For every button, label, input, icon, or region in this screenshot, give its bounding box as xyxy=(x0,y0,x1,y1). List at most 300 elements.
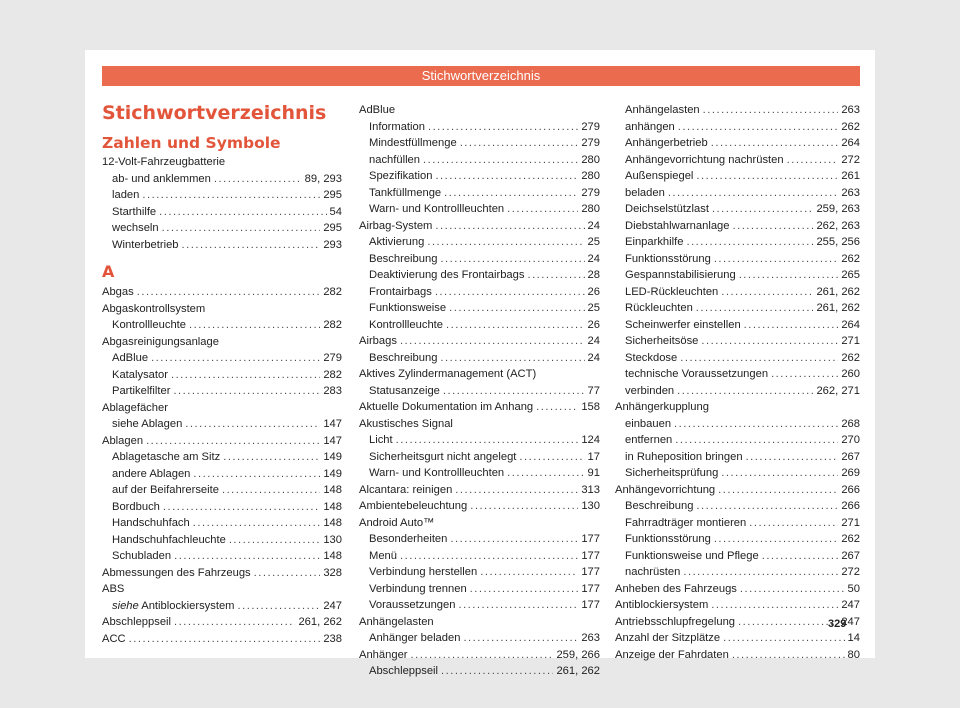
index-entry-page: 148 xyxy=(323,484,342,496)
index-entry-page: 24 xyxy=(587,219,600,232)
index-entry-term: einbauen xyxy=(625,417,672,430)
index-entry-term: Antriebsschlupfregelung xyxy=(615,615,736,628)
index-entry xyxy=(615,614,860,631)
index-entry xyxy=(615,548,860,565)
index-entry-page: 313 xyxy=(581,483,600,496)
index-entry-term: Beschreibung xyxy=(625,500,694,512)
index-entry-term: Frontairbags xyxy=(369,285,432,298)
index-entry-page: 282 xyxy=(323,286,342,298)
index-entry-term: Mindestfüllmenge xyxy=(369,137,457,149)
dot-leader xyxy=(507,201,578,218)
index-entry xyxy=(615,630,860,647)
index-entry-term: Besonderheiten xyxy=(369,533,448,545)
index-entry xyxy=(359,135,600,152)
dot-leader xyxy=(428,119,578,136)
index-entry-page: 272 xyxy=(841,153,860,166)
index-entry-term: Abmessungen des Fahrzeugs xyxy=(102,566,251,579)
dot-leader xyxy=(435,218,584,235)
index-entry xyxy=(615,168,860,185)
dot-leader xyxy=(174,548,320,565)
index-entry-term: Licht xyxy=(369,434,393,446)
index-entry xyxy=(359,317,600,334)
index-entry-page: 272 xyxy=(841,566,860,578)
index-entry-page: 279 xyxy=(581,120,600,133)
index-entry xyxy=(102,548,342,565)
index-term-heading: ABS xyxy=(102,583,125,595)
index-entry-page: 271 xyxy=(841,335,860,347)
index-entry-term: Partikelfilter xyxy=(112,385,171,397)
dot-leader xyxy=(163,499,320,516)
index-entry-term: Beschreibung xyxy=(369,351,438,364)
index-entry xyxy=(615,284,860,301)
index-entry xyxy=(359,300,600,317)
index-entry-page: 89, 293 xyxy=(304,172,342,185)
index-entry-page: 263 xyxy=(841,104,860,116)
index-entry-term: anhängen xyxy=(625,120,675,133)
index-entry-term: Gespannstabilisierung xyxy=(625,269,736,281)
dot-leader xyxy=(193,466,320,483)
index-entry-page: 266 xyxy=(841,500,860,512)
index-entry xyxy=(102,171,342,188)
dot-leader xyxy=(185,416,320,433)
manual-page xyxy=(85,50,875,677)
index-entry-term: Steckdose xyxy=(625,351,678,364)
see-reference-prefix: siehe xyxy=(112,599,139,612)
index-entry-page: 147 xyxy=(323,434,342,447)
index-entry xyxy=(359,152,600,169)
index-entry-page: 262 xyxy=(841,533,860,545)
index-entry-page: 24 xyxy=(587,335,600,347)
dot-leader xyxy=(527,267,584,284)
index-entry-page: 262 xyxy=(841,120,860,133)
index-entry-term: Anzahl der Sitzplätze xyxy=(615,632,721,644)
index-entry xyxy=(359,432,600,449)
index-entry xyxy=(102,598,342,615)
dot-leader xyxy=(446,317,585,334)
dot-leader xyxy=(223,449,320,466)
index-entry-page: 262, 263 xyxy=(816,219,860,232)
index-entry-term: Sicherheitsprüfung xyxy=(625,467,719,479)
dot-leader xyxy=(444,185,578,202)
index-column-2 xyxy=(359,102,600,680)
index-entry xyxy=(615,251,860,268)
index-entry xyxy=(102,499,342,516)
dot-leader xyxy=(714,251,839,268)
index-term-heading: AdBlue xyxy=(359,104,396,116)
dot-leader xyxy=(696,498,838,515)
index-entry xyxy=(615,119,860,136)
index-entry xyxy=(615,234,860,251)
index-entry-term: Kontrollleuchte xyxy=(112,319,187,331)
dot-leader xyxy=(214,171,302,188)
see-reference-target: Antiblockiersystem xyxy=(138,599,235,612)
index-term-heading: Aktives Zylindermanagement (ACT) xyxy=(359,368,537,380)
index-entry-term: siehe Ablagen xyxy=(112,418,183,430)
dot-leader xyxy=(460,135,579,152)
index-entry-page: 148 xyxy=(323,550,342,562)
index-term-heading: Abgasreinigungsanlage xyxy=(102,335,219,348)
index-entry-term: Sicherheitsöse xyxy=(625,335,699,347)
index-entry xyxy=(615,564,860,581)
index-entry xyxy=(615,515,860,532)
dot-leader xyxy=(507,465,584,482)
dot-leader xyxy=(173,383,320,400)
index-entry-term: Anhänger beladen xyxy=(369,632,461,644)
index-entry xyxy=(359,267,600,284)
dot-leader xyxy=(712,201,813,218)
index-term-heading: Anhängelasten xyxy=(359,615,434,628)
index-entry xyxy=(615,135,860,152)
index-entry xyxy=(102,466,342,483)
dot-leader xyxy=(174,614,295,631)
index-entry-term: Schubladen xyxy=(112,550,172,562)
index-term-heading: Anhängerkupplung xyxy=(615,401,709,413)
index-entry-term: Spezifikation xyxy=(369,170,433,182)
index-entry xyxy=(359,399,600,416)
index-entry-term: auf der Beifahrerseite xyxy=(112,484,219,496)
dot-leader xyxy=(470,498,578,515)
page-title: Stichwortverzeichnis xyxy=(102,102,327,124)
index-entry xyxy=(615,581,860,598)
dot-leader xyxy=(400,548,578,565)
index-entry-page: 260 xyxy=(841,368,860,380)
dot-leader xyxy=(443,383,585,400)
index-entry-term: Aktivierung xyxy=(369,236,425,248)
index-entry-page: 149 xyxy=(323,451,342,463)
dot-leader xyxy=(740,581,845,598)
index-entry-term: Airbags xyxy=(359,335,397,347)
index-entry-term: technische Voraussetzungen xyxy=(625,368,769,380)
dot-leader xyxy=(686,234,813,251)
index-entry xyxy=(615,498,860,515)
index-entry-term: Anzeige der Fahrdaten xyxy=(615,648,729,661)
dot-leader xyxy=(536,399,578,416)
index-entry-term: andere Ablagen xyxy=(112,467,191,480)
dot-leader xyxy=(450,531,578,548)
index-entry-term: Ablagen xyxy=(102,434,144,447)
dot-leader xyxy=(683,564,838,581)
index-entry xyxy=(359,119,600,136)
index-entry xyxy=(615,449,860,466)
index-entry-page: 54 xyxy=(329,205,342,218)
index-entry-term: Anhänger xyxy=(359,648,408,661)
index-entry-term: laden xyxy=(112,189,140,201)
index-entry-page: 293 xyxy=(323,238,342,251)
index-entry-term: Ambientebeleuchtung xyxy=(359,500,468,512)
dot-leader xyxy=(675,432,838,449)
dot-leader xyxy=(787,152,839,169)
index-entry-page: 247 xyxy=(841,599,860,611)
index-entry xyxy=(359,383,600,400)
dot-leader xyxy=(142,187,320,204)
index-entry-page: 24 xyxy=(587,351,600,364)
index-entry-term: Funktionsstörung xyxy=(625,533,711,545)
dot-leader xyxy=(151,350,320,367)
index-entry-term: Voraussetzungen xyxy=(369,599,456,611)
index-entry-page: 279 xyxy=(581,137,600,149)
index-entry xyxy=(359,498,600,515)
index-entry-term: ACC xyxy=(102,632,126,645)
index-entry-term: Anhängevorrichtung nachrüsten xyxy=(625,153,784,166)
index-entry xyxy=(615,201,860,218)
index-entry-page: 264 xyxy=(841,318,860,331)
index-entry xyxy=(359,663,600,680)
index-entry xyxy=(615,300,860,317)
index-entry-term: Warn- und Kontrollleuchten xyxy=(369,203,505,215)
index-entry-page: 267 xyxy=(841,450,860,463)
dot-leader xyxy=(718,482,838,499)
index-entry-term: LED-Rückleuchten xyxy=(625,285,719,298)
index-entry-term: nachfüllen xyxy=(369,153,421,166)
dot-leader xyxy=(455,482,578,499)
index-entry xyxy=(359,333,600,350)
index-entry-page: 158 xyxy=(581,401,600,413)
index-entry xyxy=(359,284,600,301)
index-entry-page: 259, 263 xyxy=(816,203,860,215)
index-entry-page: 80 xyxy=(847,648,860,661)
index-entry-page: 17 xyxy=(587,450,600,463)
index-entry xyxy=(359,564,600,581)
dot-leader xyxy=(744,317,839,334)
index-entry xyxy=(102,449,342,466)
index-entry-term: Starthilfe xyxy=(112,205,157,218)
index-entry-page: 255, 256 xyxy=(816,236,860,248)
dot-leader xyxy=(396,432,579,449)
index-entry xyxy=(359,185,600,202)
index-entry-page: 247 xyxy=(841,615,860,628)
index-entry-term: Information xyxy=(369,120,425,133)
index-entry xyxy=(359,465,600,482)
index-entry-page: 14 xyxy=(847,632,860,644)
index-entry xyxy=(102,532,342,549)
index-entry xyxy=(615,185,860,202)
index-entry-page: 149 xyxy=(323,467,342,480)
index-entry xyxy=(615,465,860,482)
dot-leader xyxy=(696,300,814,317)
index-entry-term: Deaktivierung des Frontairbags xyxy=(369,269,525,281)
dot-leader xyxy=(674,416,838,433)
page-number: 329 xyxy=(828,618,847,630)
dot-leader xyxy=(470,581,579,598)
index-entry-page: 91 xyxy=(587,467,600,479)
index-entry xyxy=(359,201,600,218)
index-entry-term: Diebstahlwarnanlage xyxy=(625,219,730,232)
dot-leader xyxy=(668,185,839,202)
dot-leader xyxy=(400,333,585,350)
index-entry-term: in Ruheposition bringen xyxy=(625,450,743,463)
dot-leader xyxy=(701,333,838,350)
index-entry xyxy=(102,367,342,384)
dot-leader xyxy=(458,597,578,614)
index-entry-term: Abschleppseil xyxy=(369,665,439,677)
index-entry-term: nachrüsten xyxy=(625,566,681,578)
index-entry xyxy=(102,237,342,254)
index-entry xyxy=(359,597,600,614)
index-entry-term: Funktionsweise und Pflege xyxy=(625,549,759,562)
index-entry-page: 295 xyxy=(323,189,342,201)
index-entry-term: Airbag-System xyxy=(359,219,433,232)
index-entry-page: 270 xyxy=(841,434,860,446)
index-entry xyxy=(615,482,860,499)
index-column-1 xyxy=(102,102,342,647)
index-entry-page: 265 xyxy=(841,269,860,281)
dot-leader xyxy=(441,663,553,680)
index-entry xyxy=(102,204,342,221)
index-entry-term: Menü xyxy=(369,549,397,562)
index-entry-term: Sicherheitsgurt nicht angelegt xyxy=(369,450,517,463)
index-entry xyxy=(615,350,860,367)
index-entry-term: Anhängevorrichtung xyxy=(615,483,716,496)
index-entry xyxy=(102,317,342,334)
index-entry xyxy=(359,168,600,185)
index-entry-page: 268 xyxy=(841,417,860,430)
index-entry-term: Handschuhfach xyxy=(112,517,190,529)
index-entry-page: 279 xyxy=(581,186,600,199)
index-entry xyxy=(359,630,600,647)
dot-leader xyxy=(189,317,320,334)
dot-leader xyxy=(721,465,838,482)
index-entry-page: 148 xyxy=(323,500,342,513)
dot-leader xyxy=(435,168,578,185)
index-entry-page: 280 xyxy=(581,203,600,215)
index-entry-page: 280 xyxy=(581,170,600,182)
index-entry xyxy=(359,531,600,548)
dot-leader xyxy=(440,350,584,367)
index-entry-term: Alcantara: reinigen xyxy=(359,483,453,496)
dot-leader xyxy=(440,251,584,268)
index-entry-term: Kontrollleuchte xyxy=(369,318,444,331)
index-entry-term: Beschreibung xyxy=(369,252,438,265)
index-entry-page: 262 xyxy=(841,252,860,265)
index-entry-page: 238 xyxy=(323,632,342,645)
index-entry-page: 266 xyxy=(841,483,860,496)
index-entry-term: Anheben des Fahrzeugs xyxy=(615,582,737,595)
index-entry-page: 282 xyxy=(323,319,342,331)
dot-leader xyxy=(519,449,584,466)
index-entry-page: 271 xyxy=(841,516,860,529)
index-entry-page: 26 xyxy=(587,285,600,298)
index-entry xyxy=(102,482,342,499)
index-entry xyxy=(102,614,342,631)
index-entry-page: 28 xyxy=(587,269,600,281)
index-entry-term: Tankfüllmenge xyxy=(369,186,442,199)
index-entry xyxy=(359,251,600,268)
index-entry-page: 25 xyxy=(587,302,600,314)
dot-leader xyxy=(732,647,845,664)
index-entry-term: ab- und anklemmen xyxy=(112,172,211,185)
index-entry xyxy=(615,531,860,548)
index-entry xyxy=(615,152,860,169)
index-entry-term: Funktionsweise xyxy=(369,302,447,314)
index-entry-term: Rückleuchten xyxy=(625,302,693,314)
dot-leader xyxy=(739,267,839,284)
index-entry xyxy=(359,581,600,598)
dot-leader xyxy=(411,647,554,664)
dot-leader xyxy=(714,531,839,548)
index-entry-page: 130 xyxy=(323,533,342,546)
dot-leader xyxy=(463,630,578,647)
section-heading: Zahlen und Symbole xyxy=(102,134,281,152)
dot-leader xyxy=(703,102,839,119)
index-entry-term: Aktuelle Dokumentation im Anhang xyxy=(359,401,534,413)
index-entry-page: 267 xyxy=(841,549,860,562)
index-entry-term: Abschleppseil xyxy=(102,616,172,628)
index-entry xyxy=(102,383,342,400)
index-entry xyxy=(359,482,600,499)
index-entry-term: Statusanzeige xyxy=(369,384,440,397)
index-entry-page: 50 xyxy=(847,582,860,595)
index-entry-page: 25 xyxy=(587,236,600,248)
index-entry-page: 282 xyxy=(323,368,342,381)
index-term-heading: 12-Volt-Fahrzeugbatterie xyxy=(102,156,226,168)
dot-leader xyxy=(137,284,321,301)
dot-leader xyxy=(749,515,838,532)
index-entry xyxy=(615,317,860,334)
index-entry-page: 328 xyxy=(323,566,342,579)
index-entry xyxy=(615,102,860,119)
index-entry-term: Handschuhfachleuchte xyxy=(112,533,226,546)
dot-leader xyxy=(771,366,838,383)
chapter-header-bar: Stichwortverzeichnis xyxy=(102,66,860,86)
dot-leader xyxy=(423,152,578,169)
index-entry-page: 177 xyxy=(581,549,600,562)
index-term-heading: Android Auto™ xyxy=(359,516,435,529)
index-entry-term: Verbindung herstellen xyxy=(369,566,478,578)
index-entry xyxy=(359,449,600,466)
index-entry xyxy=(615,416,860,433)
index-entry-page: 279 xyxy=(323,352,342,364)
index-entry xyxy=(615,267,860,284)
dot-leader xyxy=(721,284,813,301)
index-column-3 xyxy=(615,102,860,663)
index-term-heading: Akustisches Signal xyxy=(359,417,453,430)
index-entry-term: Scheinwerfer einstellen xyxy=(625,318,741,331)
index-entry-term: Warn- und Kontrollleuchten xyxy=(369,467,505,479)
index-entry-page: 177 xyxy=(581,599,600,611)
index-entry-page: 77 xyxy=(587,384,600,397)
dot-leader xyxy=(435,284,585,301)
dot-leader xyxy=(732,218,813,235)
index-entry-term: Fahrradträger montieren xyxy=(625,516,747,529)
index-entry-term: Abgas xyxy=(102,286,134,298)
index-entry-page: 261, 262 xyxy=(816,302,860,314)
index-entry-page: 147 xyxy=(323,418,342,430)
index-entry-term: Verbindung trennen xyxy=(369,582,467,595)
dot-leader xyxy=(711,135,839,152)
index-entry-term: Außenspiegel xyxy=(625,170,694,182)
dot-leader xyxy=(193,515,321,532)
index-entry-page: 261, 262 xyxy=(556,665,600,677)
dot-leader xyxy=(162,220,321,237)
dot-leader xyxy=(746,449,839,466)
index-entry-term: Antiblockiersystem xyxy=(615,599,709,611)
index-entry-page: 148 xyxy=(323,517,342,529)
dot-leader xyxy=(480,564,578,581)
index-entry-term: Funktionsstörung xyxy=(625,252,711,265)
index-entry-page: 262, 271 xyxy=(816,384,860,397)
index-entry-page: 263 xyxy=(581,632,600,644)
index-entry-term xyxy=(112,598,235,615)
index-entry-term: Deichselstützlast xyxy=(625,203,709,215)
index-entry xyxy=(359,234,600,251)
index-entry xyxy=(102,433,342,450)
dot-leader xyxy=(677,383,813,400)
dot-leader xyxy=(171,367,320,384)
index-entry-page: 264 xyxy=(841,137,860,149)
index-entry xyxy=(615,383,860,400)
index-entry-page: 130 xyxy=(581,500,600,512)
dot-leader xyxy=(229,532,321,549)
